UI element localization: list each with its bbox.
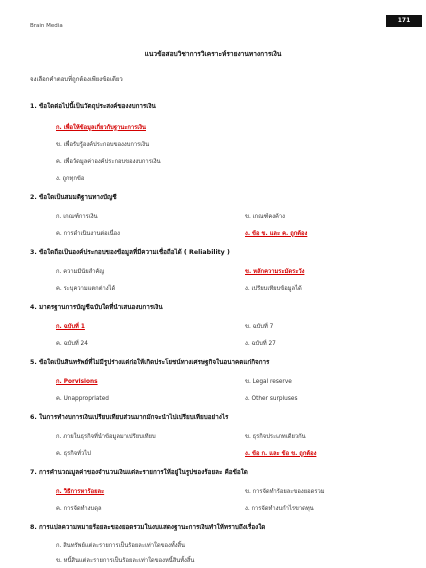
option-2d-answer: ง. ข้อ ข. และ ค. ถูกต้อง <box>245 231 308 237</box>
option-3a: ก. ความมีนัยสำคัญ <box>56 269 105 275</box>
option-1a-answer: ก. เพื่อให้ข้อมูลเกี่ยวกับฐานะการเงิน <box>56 125 146 131</box>
option-1c: ค. เพื่อวัดมูลค่าองค์ประกอบของงบการเงิน <box>56 159 161 165</box>
option-4b: ข. ฉบับที่ 7 <box>245 324 274 330</box>
brand-label: Brain Media <box>30 23 63 29</box>
question-6: 6. ในการทำงบการเงินเปรียบเทียบส่วนมากมักจะนำไปเปรียบเทียบอย่างไร <box>30 414 229 421</box>
option-4d: ง. ฉบับที่ 27 <box>245 341 276 347</box>
option-5a-answer: ก. Porvisions <box>56 379 98 385</box>
option-1d: ง. ถูกทุกข้อ <box>56 176 85 182</box>
option-8a: ก. สินทรัพย์แต่ละรายการเป็นร้อยละเท่าใดของทั้งสิ้น <box>56 543 186 549</box>
question-3: 3. ข้อใดถือเป็นองค์ประกอบของข้อมูลที่มีความเชื่อถือได้ ( Reliability ) <box>30 249 230 256</box>
option-5c: ค. Unappropriated <box>56 396 109 402</box>
option-4a-answer: ก. ฉบับที่ 1 <box>56 324 85 330</box>
option-7a-answer: ก. วิธีการหาร้อยละ <box>56 489 105 495</box>
option-6d-answer: ง. ข้อ ก. และ ข้อ ข. ถูกต้อง <box>245 451 317 457</box>
question-8: 8. การแปลความหมายร้อยละของยอดรวมในงบแสดงฐานะการเงินทำให้ทราบถึงเรื่องใด <box>30 524 266 531</box>
option-3c: ค. ระบุความแตกต่างได้ <box>56 286 116 292</box>
option-8b: ข. หนี้สินแต่ละรายการเป็นร้อยละเท่าใดของหนี้สินทั้งสิ้น <box>56 558 195 564</box>
option-7b: ข. การจัดทำร้อยละของยอดรวม <box>245 489 325 495</box>
option-2c: ค. การดำเนินงานต่อเนื่อง <box>56 231 120 237</box>
question-2: 2. ข้อใดเป็นสมมติฐานทางบัญชี <box>30 194 117 201</box>
question-5: 5. ข้อใดเป็นสินทรัพย์ที่ไม่มีรูปร่างแต่ก่อให้เกิดประโยชน์ทางเศรษฐกิจในอนาคตแก่กิจการ <box>30 359 270 366</box>
question-1: 1. ข้อใดต่อไปนี้เป็นวัตถุประสงค์ของงบการเงิน <box>30 103 156 110</box>
option-5d: ง. Other surpluses <box>245 396 298 402</box>
page-number-badge: 171 <box>386 15 422 27</box>
option-3b-answer: ข. หลักความระมัดระวัง <box>245 269 305 275</box>
option-1b: ข. เพื่อรับรู้องค์ประกอบของงบการเงิน <box>56 142 150 148</box>
question-4: 4. มาตรฐานการบัญชีฉบับใดที่นำเสนองบการเงิน <box>30 304 163 311</box>
option-7d: ง. การจัดทำงบกำไรขาดทุน <box>245 506 314 512</box>
option-5b: ข. Legal reserve <box>245 379 292 385</box>
option-6c: ค. ธุรกิจทั่วไป <box>56 451 91 457</box>
document-title: แนวข้อสอบวิชาการวิเคราะห์รายงานทางการเงิน <box>144 50 282 58</box>
option-7c: ค. การจัดทำงบดุล <box>56 506 102 512</box>
option-6b: ข. ธุรกิจประเภทเดียวกัน <box>245 434 306 440</box>
option-6a: ก. ภายในธุรกิจที่นำข้อมูลมาเปรียบเทียบ <box>56 434 156 440</box>
option-2a: ก. เกณฑ์การเงิน <box>56 214 98 220</box>
option-3d: ง. เปรียบเทียบข้อมูลได้ <box>245 286 302 292</box>
instruction-text: จงเลือกคำตอบที่ถูกต้องเพียงข้อเดียว <box>30 76 123 83</box>
option-2b: ข. เกณฑ์คงค้าง <box>245 214 286 220</box>
option-4c: ค. ฉบับที่ 24 <box>56 341 88 347</box>
question-7: 7. การคำนวณมูลค่าของจำนวนเงินแต่ละรายการให้อยู่ในรูปของร้อยละ คือข้อใด <box>30 469 248 476</box>
